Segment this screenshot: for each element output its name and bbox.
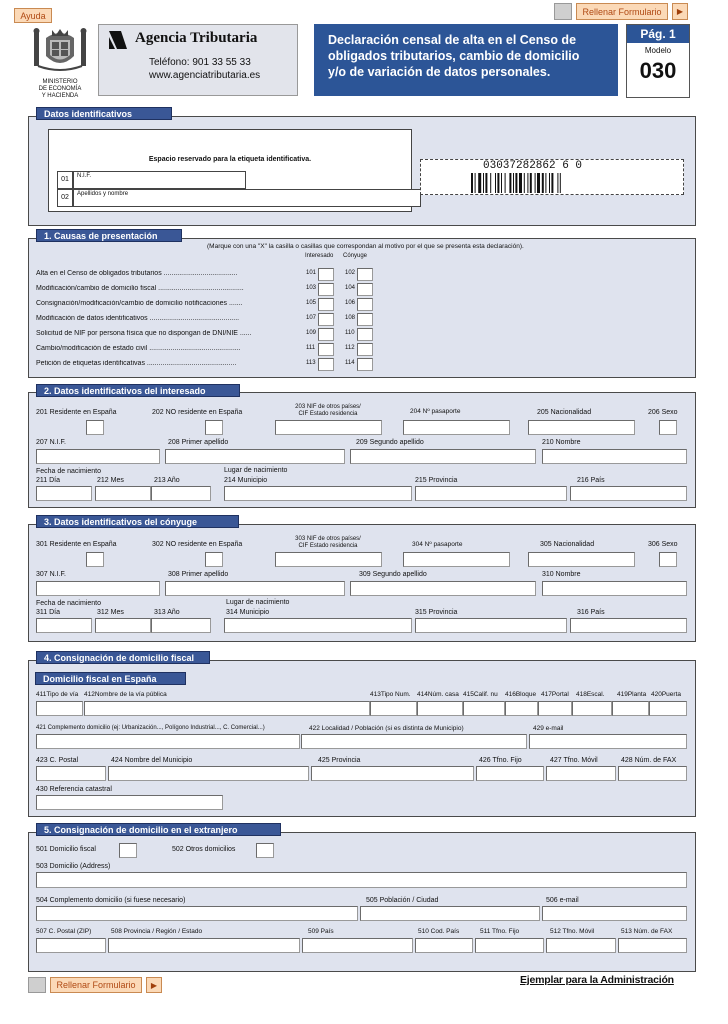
label-311: 311 Día [36, 609, 60, 616]
foreign-province-field[interactable] [108, 938, 300, 953]
spouse-non-resident-spain-checkbox[interactable] [205, 552, 223, 567]
field-01-number: 01 [57, 171, 73, 189]
other-addresses-checkbox[interactable] [256, 843, 274, 858]
label-310: 310 Nombre [542, 571, 581, 578]
spouse-birth-date-label: Fecha de nacimiento [36, 600, 101, 607]
cause-checkbox-conyuge[interactable] [357, 268, 373, 281]
spouse-resident-spain-checkbox[interactable] [86, 552, 104, 567]
resident-spain-checkbox[interactable] [86, 420, 104, 435]
ministry-line-3: Y HACIENDA [41, 93, 79, 99]
play-arrow-icon: ▶ [150, 980, 158, 990]
form-title-line-3: y/o de variación de datos personales. [328, 65, 551, 79]
section-datos-conyuge [28, 524, 696, 642]
foreign-address-complement-field[interactable] [36, 906, 358, 921]
cause-checkbox-conyuge[interactable] [357, 358, 373, 371]
cause-code-conyuge: 110 [345, 330, 355, 336]
cause-checkbox-interesado[interactable] [318, 328, 334, 341]
foreign-city-field[interactable] [360, 906, 540, 921]
fill-form-button-top[interactable]: Rellenar Formulario [576, 3, 668, 20]
causas-instruction: (Marque con una "X" la casilla o casillas que correspondan al motivo por el que se presenta esta declaración). [207, 243, 524, 250]
label-303-line-1: 303 NIF de otros países/ [295, 536, 361, 542]
subsection-title-domicilio-espana: Domicilio fiscal en España [35, 672, 186, 685]
agency-phone: Teléfono: 901 33 55 33 [149, 57, 251, 68]
cause-checkbox-conyuge[interactable] [357, 283, 373, 296]
barcode-area [420, 159, 684, 195]
nif-interesado-field[interactable] [36, 449, 160, 464]
birth-country-field[interactable] [570, 486, 687, 501]
form-title-line-1: Declaración censal de alta en el Censo de [328, 33, 577, 47]
label-425: 425 Provincia [318, 757, 361, 764]
province-field[interactable] [311, 766, 474, 781]
label-314: 314 Municipio [226, 609, 270, 616]
label-202: 202 NO residente en España [152, 409, 243, 416]
field-02-number: 02 [57, 189, 73, 207]
foreign-landline-field[interactable] [475, 938, 544, 953]
cause-label: Cambio/modificación de estado civil ............................................... [36, 345, 241, 352]
label-216: 216 País [577, 477, 605, 484]
label-reserved-area [48, 129, 412, 212]
nationality-field[interactable] [528, 420, 635, 435]
portal-field[interactable] [538, 701, 572, 716]
label-206: 206 Sexo [648, 409, 678, 416]
birth-place-label: Lugar de nacimiento [224, 467, 288, 474]
spouse-birth-year-field[interactable] [151, 618, 211, 633]
fill-form-button-bottom[interactable]: Rellenar Formulario [50, 977, 142, 993]
cause-label: Modificación/cambio de domicilio fiscal ............................................ [36, 285, 244, 292]
label-419: 419Planta [617, 691, 647, 698]
locality-field[interactable] [301, 734, 527, 749]
foreign-country-field[interactable] [302, 938, 413, 953]
cause-checkbox-interesado[interactable] [318, 358, 334, 371]
coat-of-arms-logo [30, 26, 90, 99]
agency-name: Agencia Tributaria [135, 30, 258, 46]
spouse-sex-field[interactable] [659, 552, 677, 567]
spouse-name-field[interactable] [542, 581, 687, 596]
cause-code-conyuge: 106 [345, 300, 356, 306]
cause-code-interesado: 103 [306, 285, 317, 291]
cause-code-conyuge: 114 [345, 360, 355, 366]
spouse-birth-day-field[interactable] [36, 618, 92, 633]
cause-checkbox-interesado[interactable] [318, 283, 334, 296]
foreign-mobile-field[interactable] [546, 938, 616, 953]
section-title-interesado: 2. Datos identificativos del interesado [36, 384, 240, 397]
label-430: 430 Referencia catastral [36, 786, 112, 793]
cause-code-conyuge: 104 [345, 285, 356, 291]
fill-form-gray-box[interactable] [554, 3, 572, 20]
cause-code-interesado: 101 [306, 270, 317, 276]
spouse-birth-province-field[interactable] [415, 618, 567, 633]
label-428: 428 Núm. de FAX [621, 757, 677, 764]
full-name-field-label: Apellidos y nombre [77, 191, 129, 197]
column-conyuge-label: Cónyuge [343, 253, 368, 259]
label-306: 306 Sexo [648, 541, 678, 548]
cause-code-interesado: 105 [306, 300, 317, 306]
label-510: 510 Cod. País [418, 928, 460, 935]
model-number: 030 [639, 58, 677, 83]
label-302: 302 NO residente en España [152, 541, 243, 548]
label-303-line-2: CIF Estado residencia [298, 543, 358, 549]
label-504: 504 Complemento domicilio (si fuese necesario) [36, 897, 186, 904]
section-title-domicilio-fiscal: 4. Consignación de domicilio fiscal [36, 651, 210, 664]
page-label: Pág. 1 [627, 25, 689, 43]
non-resident-spain-checkbox[interactable] [205, 420, 223, 435]
next-arrow-button-top[interactable] [672, 3, 688, 20]
spouse-birth-country-field[interactable] [570, 618, 687, 633]
label-424: 424 Nombre del Municipio [111, 757, 193, 764]
foreign-nif-field[interactable] [275, 420, 382, 435]
house-number-field[interactable] [417, 701, 463, 716]
cause-label: Alta en el Censo de obligados tributarios ...................................... [36, 270, 238, 277]
cause-checkbox-conyuge[interactable] [357, 298, 373, 311]
fill-form-gray-box-bottom[interactable] [28, 977, 46, 993]
label-501: 501 Domicilio fiscal [36, 846, 96, 853]
fax-field[interactable] [618, 766, 687, 781]
sex-field[interactable] [659, 420, 677, 435]
label-214: 214 Municipio [224, 477, 268, 484]
birth-year-field[interactable] [151, 486, 211, 501]
email-field[interactable] [529, 734, 687, 749]
birth-month-field[interactable] [95, 486, 151, 501]
cause-checkbox-conyuge[interactable] [357, 328, 373, 341]
foreign-fiscal-address-checkbox[interactable] [119, 843, 137, 858]
second-surname-field[interactable] [350, 449, 536, 464]
barcode-number: 03037282862 6 0 [483, 160, 583, 172]
section-title-causas: 1. Causas de presentación [36, 229, 182, 242]
cause-checkbox-interesado[interactable] [318, 268, 334, 281]
label-313: 313 Año [154, 609, 180, 616]
agency-website: www.agenciatributaria.es [149, 70, 261, 81]
section-title-domicilio-extranjero: 5. Consignación de domicilio en el extranjero [36, 823, 281, 836]
label-513: 513 Núm. de FAX [621, 928, 673, 935]
spouse-birth-place-label: Lugar de nacimiento [226, 599, 290, 606]
cause-checkbox-conyuge[interactable] [357, 343, 373, 356]
label-204: 204 Nº pasaporte [410, 408, 461, 415]
column-interesado-label: Interesado [305, 253, 334, 259]
agency-box [98, 24, 298, 96]
model-label: Modelo [644, 46, 672, 55]
label-429: 429 e-mail [533, 725, 564, 732]
help-button[interactable]: Ayuda [14, 8, 52, 23]
label-427: 427 Tfno. Móvil [550, 757, 598, 764]
cause-checkbox-interesado[interactable] [318, 298, 334, 311]
street-type-field[interactable] [36, 701, 83, 716]
cause-label: Consignación/modificación/cambio de domicilio notificaciones ....... [36, 300, 243, 307]
barcode-icon [471, 173, 621, 193]
birth-municipality-field[interactable] [224, 486, 412, 501]
form-title-box [314, 24, 618, 96]
mobile-phone-field[interactable] [546, 766, 616, 781]
label-212: 212 Mes [97, 477, 124, 484]
label-304: 304 Nº pasaporte [412, 541, 463, 548]
agency-logo-icon [107, 29, 129, 56]
label-418: 418Escal. [576, 691, 605, 698]
label-413: 413Tipo Num. [370, 691, 411, 698]
label-420: 420Puerta [651, 691, 681, 698]
form-title-line-2: obligados tributarios, cambio de domicilio [328, 49, 580, 63]
street-name-field[interactable] [84, 701, 370, 716]
foreign-fax-field[interactable] [618, 938, 687, 953]
ministry-line-1: MINISTERIO [42, 79, 78, 85]
copy-for-administration: Ejemplar para la Administración [520, 974, 674, 986]
label-506: 506 e-mail [546, 897, 579, 904]
cause-code-conyuge: 112 [345, 345, 355, 351]
label-309: 309 Segundo apellido [359, 571, 427, 578]
birth-province-field[interactable] [415, 486, 567, 501]
label-215: 215 Provincia [415, 477, 458, 484]
label-305: 305 Nacionalidad [540, 541, 595, 548]
name-field[interactable] [542, 449, 687, 464]
zip-code-field[interactable] [36, 938, 106, 953]
cause-code-conyuge: 102 [345, 270, 356, 276]
label-307: 307 N.I.F. [36, 571, 66, 578]
cause-code-interesado: 109 [306, 330, 317, 336]
label-315: 315 Provincia [415, 609, 458, 616]
spouse-birth-month-field[interactable] [95, 618, 151, 633]
cause-code-interesado: 111 [306, 345, 316, 351]
foreign-address-field[interactable] [36, 872, 687, 888]
cause-checkbox-conyuge[interactable] [357, 313, 373, 326]
cause-checkbox-interesado[interactable] [318, 343, 334, 356]
block-field[interactable] [505, 701, 538, 716]
label-414: 414Núm. casa [417, 691, 459, 698]
staircase-field[interactable] [572, 701, 612, 716]
label-213: 213 Año [154, 477, 180, 484]
label-411: 411Tipo de vía [36, 691, 79, 698]
cause-label: Modificación de datos identificativos .............................................. [36, 315, 240, 322]
label-312: 312 Mes [97, 609, 124, 616]
postal-code-field[interactable] [36, 766, 106, 781]
label-505: 505 Población / Ciudad [366, 897, 439, 904]
label-415: 415Calif. nu [463, 691, 498, 698]
label-417: 417Portal [541, 691, 569, 698]
section-datos-interesado [28, 392, 696, 508]
label-508: 508 Provincia / Región / Estado [111, 928, 203, 935]
cause-code-interesado: 113 [306, 360, 316, 366]
number-qualifier-field[interactable] [463, 701, 505, 716]
label-203-line-2: CIF Estado residencia [298, 411, 358, 417]
spouse-second-surname-field[interactable] [350, 581, 536, 596]
label-207: 207 N.I.F. [36, 439, 66, 446]
label-503: 503 Domicilio (Address) [36, 863, 111, 870]
next-arrow-button-bottom[interactable] [146, 977, 162, 993]
label-210: 210 Nombre [542, 439, 581, 446]
model-box [626, 24, 690, 98]
cause-code-conyuge: 108 [345, 315, 356, 321]
section-causas-presentacion [28, 238, 696, 378]
section-title-datos-identificativos: Datos identificativos [36, 107, 172, 120]
label-509: 509 País [308, 928, 334, 935]
passport-field[interactable] [403, 420, 510, 435]
ministry-line-2: DE ECONOMÍA [38, 86, 82, 92]
reserved-space-label: Espacio reservado para la etiqueta identificativa. [148, 156, 312, 163]
label-201: 201 Residente en España [36, 409, 117, 416]
spouse-nif-field[interactable] [36, 581, 160, 596]
label-502: 502 Otros domicilios [172, 846, 236, 853]
label-412: 412Nombre de la vía pública [84, 691, 167, 698]
section-datos-identificativos [28, 116, 696, 226]
label-301: 301 Residente en España [36, 541, 117, 548]
spouse-passport-field[interactable] [403, 552, 510, 567]
nif-field-label: N.I.F. [77, 173, 92, 179]
cause-code-interesado: 107 [306, 315, 317, 321]
full-name-field[interactable] [73, 189, 421, 207]
label-416: 416Bloque [505, 691, 537, 698]
section-domicilio-fiscal [28, 660, 696, 817]
play-arrow-icon: ▶ [676, 7, 684, 16]
label-209: 209 Segundo apellido [356, 439, 424, 446]
label-512: 512 Tfno. Móvil [550, 928, 595, 935]
floor-field[interactable] [612, 701, 649, 716]
spouse-birth-municipality-field[interactable] [224, 618, 412, 633]
label-211: 211 Día [36, 477, 60, 484]
cause-checkbox-interesado[interactable] [318, 313, 334, 326]
country-code-field[interactable] [415, 938, 473, 953]
landline-phone-field[interactable] [476, 766, 544, 781]
label-507: 507 C. Postal (ZIP) [36, 928, 92, 935]
nif-field[interactable] [73, 171, 246, 189]
door-field[interactable] [649, 701, 687, 716]
label-203-line-1: 203 NIF de otros países/ [295, 404, 361, 410]
cadastral-reference-field[interactable] [36, 795, 223, 810]
label-421: 421 Complemento domicilio (ej: Urbanización..., Polígono Industrial..., C. Comercial...) [36, 725, 265, 731]
spouse-foreign-nif-field[interactable] [275, 552, 382, 567]
foreign-email-field[interactable] [542, 906, 687, 921]
section-title-conyuge: 3. Datos identificativos del cónyuge [36, 515, 239, 528]
label-316: 316 País [577, 609, 605, 616]
section-domicilio-extranjero [28, 832, 696, 972]
label-511: 511 Tfno. Fijo [480, 928, 520, 935]
label-308: 308 Primer apellido [168, 571, 229, 578]
label-208: 208 Primer apellido [168, 439, 229, 446]
birth-day-field[interactable] [36, 486, 92, 501]
first-surname-field[interactable] [165, 449, 345, 464]
label-205: 205 Nacionalidad [537, 409, 592, 416]
label-423: 423 C. Postal [36, 757, 79, 764]
label-426: 426 Tfno. Fijo [479, 757, 522, 764]
label-422: 422 Localidad / Población (si es distinta de Municipio) [309, 725, 464, 732]
spouse-first-surname-field[interactable] [165, 581, 345, 596]
spouse-nationality-field[interactable] [528, 552, 635, 567]
address-complement-field[interactable] [36, 734, 300, 749]
municipality-field[interactable] [108, 766, 309, 781]
birth-date-label: Fecha de nacimiento [36, 468, 101, 475]
number-type-field[interactable] [370, 701, 417, 716]
cause-label: Solicitud de NIF por persona física que no dispongan de DNI/NIE ...... [36, 330, 252, 337]
cause-label: Petición de etiquetas identificativas .............................................. [36, 360, 237, 367]
